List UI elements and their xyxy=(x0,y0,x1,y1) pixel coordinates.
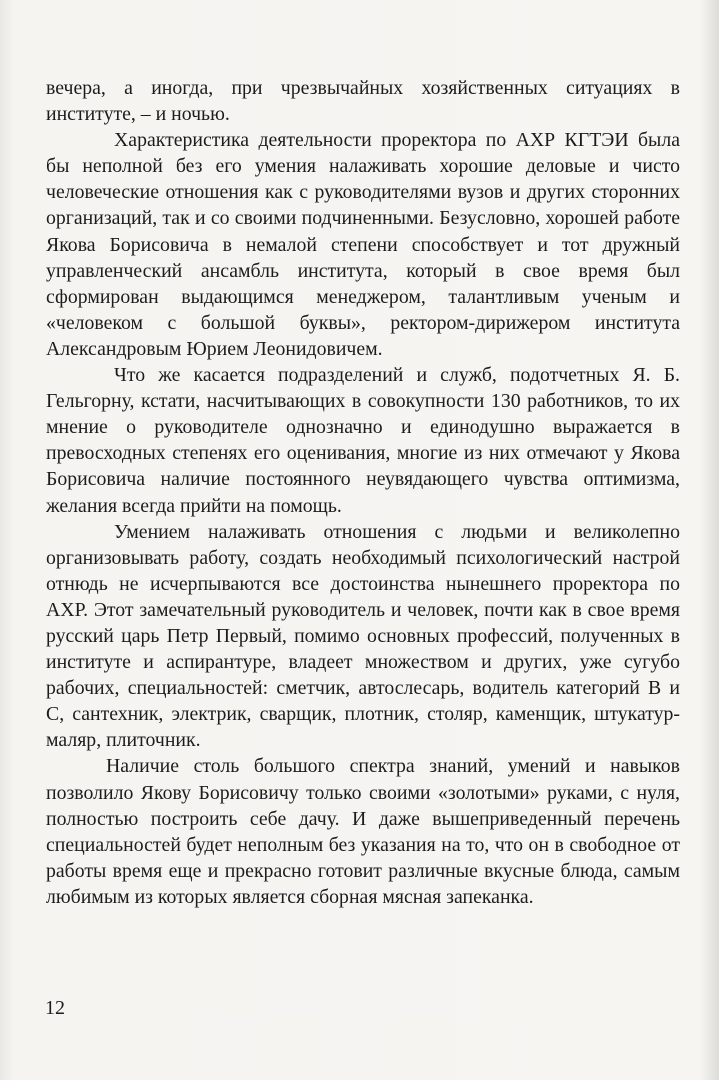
paragraph-3: Что же касается подразделений и служб, подотчетных Я. Б. Гельгорну, кстати, насчитывающих в совокупности 130 работников, то их мнение о руководителе однозначно и единодушно выражается в превосходных степенях его оценивания, многие из них отмечают у Якова Борисовича наличие постоянного неувядающего чувства оптимизма, желания всегда прийти на помощь. xyxy=(46,364,680,517)
page-body-text xyxy=(46,75,680,910)
page-number: 12 xyxy=(45,997,65,1019)
paragraph-2: Характеристика деятельности проректора по АХР КГТЭИ была бы неполной без его умения налаживать хорошие деловые и чисто человеческие отношения как с руководителями вузов и других сторонних организаций, так и со своими подчиненными. Безусловно, хорошей работе Якова Борисовича в немалой степени способствует и тот дружный управленческий ансамбль института, который в свое время был сформирован выдающимся менеджером, талантливым ученым и «человеком с большой буквы», ректором-дирижером института Александровым Юрием Леонидовичем. xyxy=(46,129,680,360)
paragraph-4: Умением налаживать отношения с людьми и великолепно организовывать работу, создать необходимый психологический настрой отнюдь не исчерпываются все достоинства нынешнего проректора по АХР. Этот замечательный руководитель и человек, почти как в свое время русский царь Петр Первый, помимо основных профессий, полученных в институте и аспирантуре, владеет множеством и других, уже сугубо рабочих, специальностей: сметчик, автослесарь, водитель категорий В и С, сантехник, электрик, сварщик, плотник, столяр, каменщик, штукатур-маляр, плиточник. xyxy=(46,520,680,752)
paragraph-5: Наличие столь большого спектра знаний, умений и навыков позволило Якову Борисовичу только своими «золотыми» руками, с нуля, полностью построить себе дачу. И даже вышеприведенный перечень специальностей будет неполным без указания на то, что он в свободное от работы время еще и прекрасно готовит различные вкусные блюда, самым любимым из которых является сборная мясная запеканка. xyxy=(46,755,680,908)
paragraph-1: вечера, а иногда, при чрезвычайных хозяйственных ситуациях в институте, – и ночью. xyxy=(46,77,680,126)
